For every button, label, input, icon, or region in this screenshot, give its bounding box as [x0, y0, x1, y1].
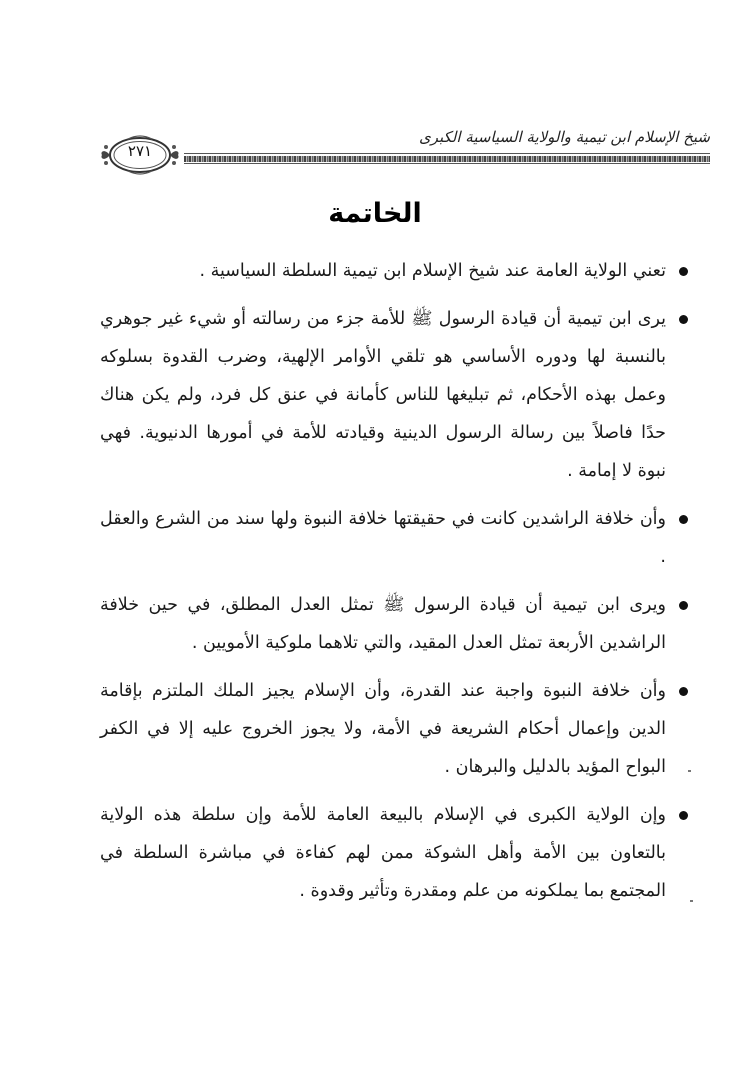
bullet-paragraph-2 — [100, 300, 666, 490]
bullet-paragraph-5 — [100, 672, 666, 786]
page-number: ٢٧١ — [127, 142, 153, 160]
bullet-paragraph-4 — [100, 586, 666, 662]
bullet-paragraph-6 — [100, 796, 666, 910]
section-title: الخاتمة — [328, 198, 422, 229]
running-header-title: شيخ الإسلام ابن تيمية والولاية السياسية الكبرى — [418, 128, 710, 146]
bullet-icon — [679, 601, 688, 610]
bullet-icon — [679, 315, 688, 324]
bullet-icon — [679, 687, 688, 696]
paragraph-text: وأن خلافة الراشدين كانت في حقيقتها خلافة النبوة ولها سند من الشرع والعقل . — [100, 509, 666, 567]
header-rule-top — [184, 153, 710, 154]
scan-speck — [688, 770, 691, 772]
paragraph-text: تعني الولاية العامة عند شيخ الإسلام ابن تيمية السلطة السياسية . — [199, 261, 666, 281]
header-rule — [184, 156, 710, 162]
paragraph-text: وإن الولاية الكبرى في الإسلام بالبيعة العامة للأمة وإن سلطة هذه الولاية بالتعاون بين الأمة وأهل الشوكة ممن لهم كفاءة في مباشرة السلطة في المجتمع بما يملكونه من علم ومقدرة وتأثير وقدوة . — [100, 805, 666, 901]
conclusion-body — [100, 252, 666, 920]
header-rule-bottom — [184, 163, 710, 164]
bullet-icon — [679, 267, 688, 276]
bullet-paragraph-1 — [100, 252, 666, 290]
paragraph-text: ويرى ابن تيمية أن قيادة الرسول ﷺ تمثل العدل المطلق، في حين خلافة الراشدين الأربعة تمثل العدل المقيد، والتي تلاهما ملوكية الأمويين . — [100, 595, 666, 653]
bullet-paragraph-3 — [100, 500, 666, 576]
bullet-icon — [679, 515, 688, 524]
running-header — [98, 118, 710, 178]
paragraph-text: يرى ابن تيمية أن قيادة الرسول ﷺ للأمة جزء من رسالته أو شيء غير جوهري بالنسبة لها ودوره الأساسي هو تلقي الأوامر الإلهية، وضرب القدوة بسلوكه وعمل بهذه الأحكام، ثم تبليغها للناس كأمانة في عنق كل فرد، ولم يكن هناك حدًا فاصلاً بين رسالة الرسول الدينية وقيادته للأمة في أمورها الدنيوية. فهي نبوة لا إمامة . — [100, 309, 666, 481]
bullet-icon — [679, 811, 688, 820]
paragraph-text: وأن خلافة النبوة واجبة عند القدرة، وأن الإسلام يجيز الملك الملتزم بإقامة الدين وإعمال أحكام الشريعة في الأمة، ولا يجوز الخروج عليه إلا في الكفر البواح المؤيد بالدليل والبرهان . — [100, 681, 666, 777]
scan-speck — [690, 900, 693, 902]
